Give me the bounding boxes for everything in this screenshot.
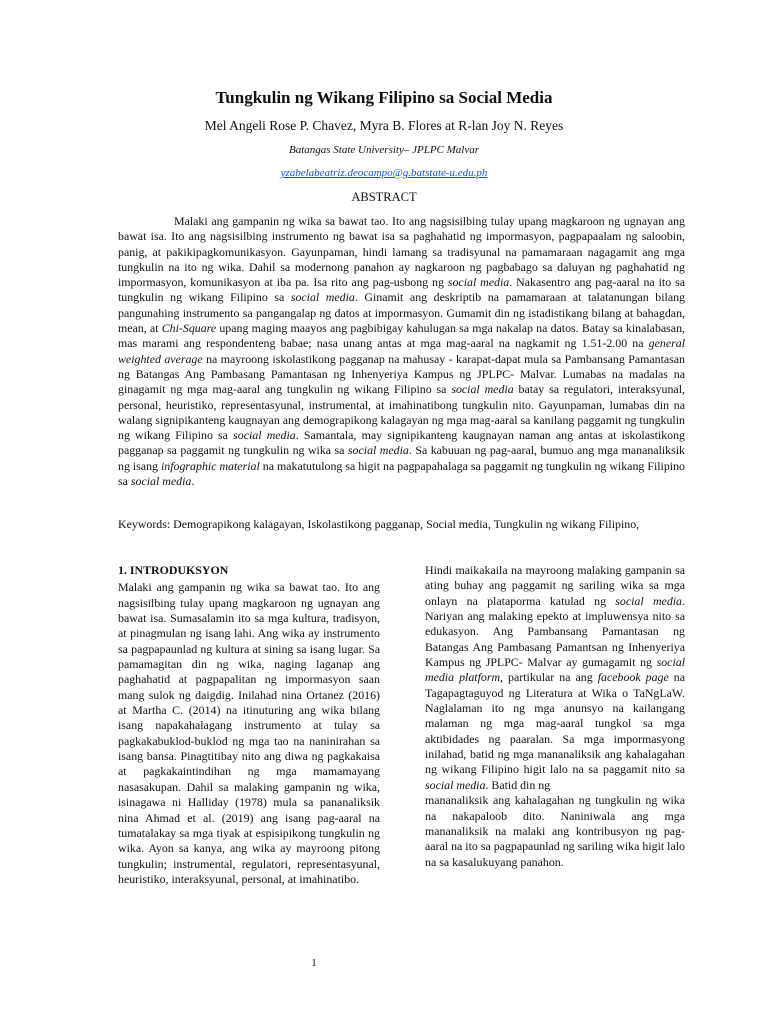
abstract-heading: ABSTRACT (351, 190, 417, 204)
abstract-body: Malaki ang gampanin ng wika sa bawat tao. Ito ang nagsisilbing tulay upang magkaroon ng ugnayan ang bawat isa. Ito ang nagsisilbing instrumento ng bawat isa sa paghahatid ng impormasyon, pagpapaalam ng saloobin, panig, at pakikipagkomunikasyon. Gayunpaman, hindi lamang sa tradisyunal na pamamaraan nagagamit ang mga tungkulin na ito ng wika. Dahil sa modernong panahon ay nagkaroon ng pagbabago sa daluyan ng paghahatid ng impormasyon, komunikasyon at iba pa. Isa rito ang pag-usbong ng social media. Nakasentro ang pag-aaral na ito sa tungkulin ng wikang Filipino sa social media. Ginamit ang deskriptib na pamamaraan at talatanungan bilang pangunahing instrumento sa pangangalap ng datos at impormasyon. Gumamit din ng istadistikang bilang at bahagdan, mean, at Chi-Square upang maging maayos ang pagbibigay kahulugan sa mga nakalap na datos. Batay sa kinalabasan, mas marami ang respondenteng babae; nasa unang antas at mga mag-aaral na nagkamit ng 1.51-2.00 na general weighted average na mayroong iskolastikong pagganap na mahusay - karapat-dapat mula sa Pambansang Pamantasan ng Batangas Ang Pambasang Pamantasan ng Inhenyeriya Kampus ng JPLPC- Malvar. Lumabas na madalas na ginagamit ng mga mag-aaral ang tungkulin ng wikang Filipino sa social media batay sa regulatori, interaksyunal, personal, heuristiko, representasyunal, instrumental, at imahinatibong tungkulin nito. Gayunpaman, lumabas din na walang signipikanteng kaugnayan ang demograpikong kalagayan ng mga mag-aaral sa kanilang paggamit ng tungkulin ng wikang Filipino sa social media. Samantala, may signipikanteng kaugnayan naman ang antas at iskolastikong pagganap sa paggamit ng tungkulin ng wika sa social media. Sa kabuuan ng pag-aaral, bumuo ang mga mananaliksik ng isang infographic material na makatutulong sa higit na pagpapahalaga sa paggamit ng tungkulin ng wikang Filipino sa social media. (118, 214, 686, 489)
intro-paragraph-1: Malaki ang gampanin ng wika sa bawat tao. Ito ang nagsisilbing tulay upang magkaroon ng ugnayan ang bawat isa. Sumasalamin ito sa mga kultura, tradisyon, at pinagmulan ng isang lahi. Ang wika ay instrumento sa pagpapaunlad ng kultura at sining sa isang lugar. Sa pamamagitan din ng wika, naging laganap ang paghahatid at pagpapalitan ng impormasyon saan mang sulok ng daigdig. Inilahad nina Ortanez (2016) at Martha C. (2014) na itinuturing ang wika bilang isang napakahalagang instrumento at tulay sa pagkakabuklod-buklod ng mga tao na naninirahan sa isang bansa. Pinagtitibay nito ang diwa ng pagkakaisa at pagkakaintindihan ng mga mamamayang nasasakupan. Dahil sa malaking gampanin ng wika, isinagawa ni Halliday (1978) mula sa pananaliksik nina Ahmad et al. (2019) ang isang pag-aaral na tumatalakay sa mga tiyak at espisipikong tungkulin ng wika. Ayon sa kanya, ang wika ay mayroong pitong tungkulin; instrumental, regulatori, representasyunal, heuristiko, interaksyunal, personal, at imahinatibo. (118, 580, 380, 886)
keywords: Keywords: Demograpikong kalagayan, Iskolastikong pagganap, Social media, Tungkulin ng wikang Filipino, (118, 517, 640, 531)
intro-paragraph-3: mananaliksik ang kahalagahan ng tungkulin ng wika na nakapaloob dito. Naniniwala ang mga mananaliksik na malaki ang kontribusyon ng pag-aaral na ito sa pagpapaunlad ng sariling wika higit lalo na sa kasalukuyang panahon. (425, 793, 685, 869)
paper-title: Tungkulin ng Wikang Filipino sa Social Media (215, 88, 553, 107)
page-number: 1 (311, 957, 317, 969)
affiliation: Batangas State University– JPLPC Malvar (288, 144, 480, 156)
section-heading: 1. INTRODUKSYON (118, 563, 229, 577)
left-column (118, 563, 380, 887)
email-link[interactable]: yzabelabeatriz.deocampo@g.batstate-u.edu.ph (280, 167, 488, 179)
intro-paragraph-2: Hindi maikakaila na mayroong malaking gampanin sa ating buhay ang paggamit ng sariling wika sa mga onlayn na plataporma katulad ng social media. Nariyan ang malaking epekto at impluwensya nito sa edukasyon. Ang Pambansang Pamantasan ng Batangas Ang Pambasang Pamantsan ng Inhenyeriya Kampus ng JPLPC- Malvar ay gumagamit ng social media platform, partikular na ang facebook page na Tagapagtaguyod ng Literatura at Wika o TaNgLaW. Naglalaman ito ng mga anunsyo na kailangang malaman ng mga mag-aaral tungkol sa mga aktibidades ng paaralan. Sa mga impormasyong inilahad, batid ng mga mananaliksik ang kahalagahan ng wikang Filipino higit lalo na sa paggamit nito sa social media. Batid din ng (425, 563, 685, 792)
author-list: Mel Angeli Rose P. Chavez, Myra B. Flores at R-lan Joy N. Reyes (204, 118, 564, 133)
right-column (425, 563, 685, 870)
